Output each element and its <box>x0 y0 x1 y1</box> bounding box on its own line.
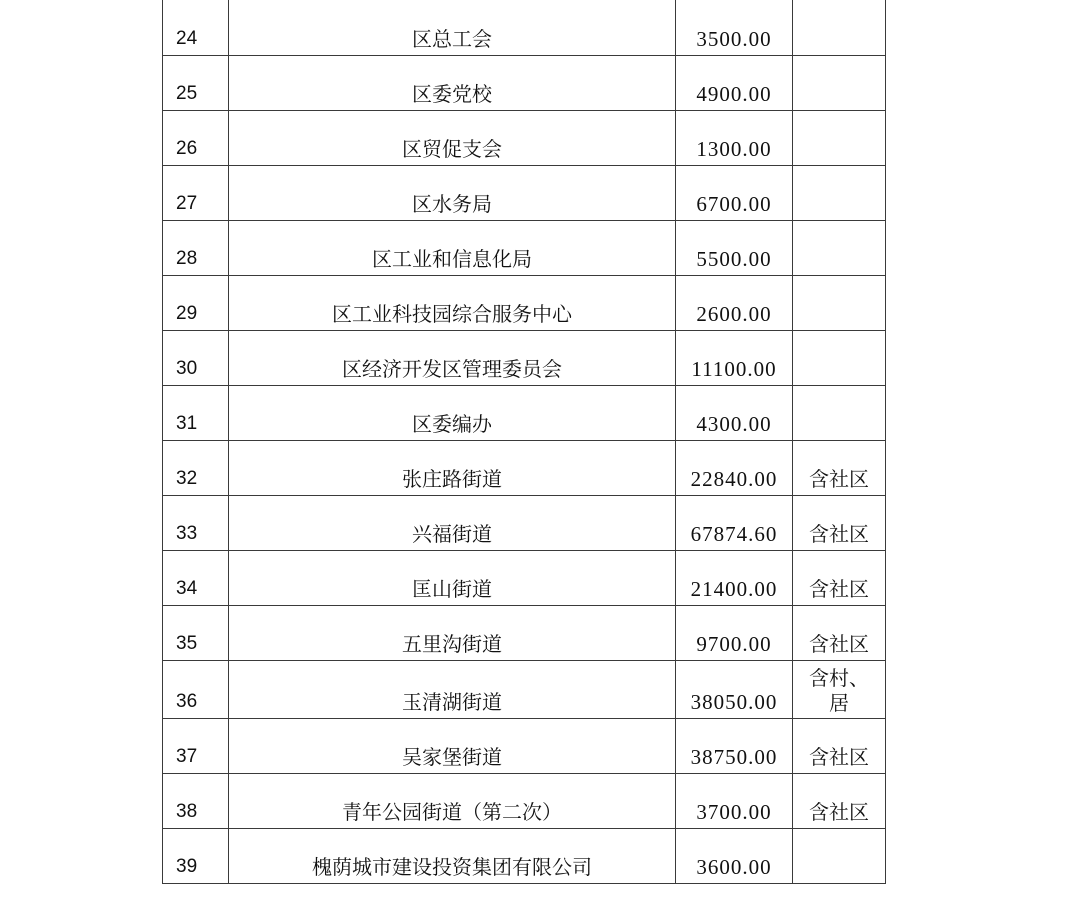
remark-line: 居 <box>829 691 849 715</box>
remark <box>793 221 886 276</box>
unit-name: 匡山街道 <box>229 551 676 606</box>
amount: 3500.00 <box>676 0 793 56</box>
amount: 4900.00 <box>676 56 793 111</box>
amount: 5500.00 <box>676 221 793 276</box>
unit-name: 张庄路街道 <box>229 441 676 496</box>
unit-name: 区工业和信息化局 <box>229 221 676 276</box>
remark <box>793 386 886 441</box>
remark <box>793 111 886 166</box>
row-number: 27 <box>163 166 229 221</box>
unit-name: 槐荫城市建设投资集团有限公司 <box>229 829 676 884</box>
table-row <box>163 111 886 166</box>
unit-name: 区总工会 <box>229 0 676 56</box>
remark <box>793 276 886 331</box>
row-number: 25 <box>163 56 229 111</box>
table-row <box>163 331 886 386</box>
table-row <box>163 221 886 276</box>
row-number: 37 <box>163 719 229 774</box>
table-row <box>163 606 886 661</box>
remark <box>793 166 886 221</box>
amount: 22840.00 <box>676 441 793 496</box>
table-row <box>163 774 886 829</box>
unit-name: 兴福街道 <box>229 496 676 551</box>
table-row <box>163 56 886 111</box>
remark-line: 含村、 <box>809 666 869 690</box>
remark <box>793 331 886 386</box>
table-row <box>163 441 886 496</box>
unit-name: 玉清湖街道 <box>229 661 676 719</box>
table-row <box>163 166 886 221</box>
amount: 1300.00 <box>676 111 793 166</box>
table-row <box>163 661 886 719</box>
remark <box>793 56 886 111</box>
row-number: 30 <box>163 331 229 386</box>
row-number: 28 <box>163 221 229 276</box>
unit-name: 青年公园街道（第二次） <box>229 774 676 829</box>
amount: 9700.00 <box>676 606 793 661</box>
row-number: 32 <box>163 441 229 496</box>
row-number: 35 <box>163 606 229 661</box>
row-number: 29 <box>163 276 229 331</box>
remark: 含社区 <box>793 719 886 774</box>
amount: 21400.00 <box>676 551 793 606</box>
row-number: 24 <box>163 0 229 56</box>
remark <box>793 661 886 719</box>
unit-name: 区委党校 <box>229 56 676 111</box>
unit-name: 区经济开发区管理委员会 <box>229 331 676 386</box>
amount: 38050.00 <box>676 661 793 719</box>
unit-name: 区水务局 <box>229 166 676 221</box>
row-number: 38 <box>163 774 229 829</box>
amount: 11100.00 <box>676 331 793 386</box>
table-row <box>163 0 886 56</box>
row-number: 26 <box>163 111 229 166</box>
unit-name: 区工业科技园综合服务中心 <box>229 276 676 331</box>
amount: 6700.00 <box>676 166 793 221</box>
unit-name: 五里沟街道 <box>229 606 676 661</box>
row-number: 39 <box>163 829 229 884</box>
row-number: 33 <box>163 496 229 551</box>
remark: 含社区 <box>793 551 886 606</box>
table-row <box>163 551 886 606</box>
row-number: 36 <box>163 661 229 719</box>
table-row <box>163 829 886 884</box>
remark: 含社区 <box>793 606 886 661</box>
amount: 38750.00 <box>676 719 793 774</box>
unit-name: 区贸促支会 <box>229 111 676 166</box>
unit-name: 吴家堡街道 <box>229 719 676 774</box>
amount: 3700.00 <box>676 774 793 829</box>
amount: 3600.00 <box>676 829 793 884</box>
table-row <box>163 496 886 551</box>
allocation-table <box>162 0 886 884</box>
remark: 含社区 <box>793 441 886 496</box>
remark <box>793 829 886 884</box>
remark: 含社区 <box>793 496 886 551</box>
remark <box>793 0 886 56</box>
table-row <box>163 719 886 774</box>
amount: 67874.60 <box>676 496 793 551</box>
amount: 4300.00 <box>676 386 793 441</box>
table-row <box>163 386 886 441</box>
unit-name: 区委编办 <box>229 386 676 441</box>
remark: 含社区 <box>793 774 886 829</box>
amount: 2600.00 <box>676 276 793 331</box>
table-row <box>163 276 886 331</box>
row-number: 31 <box>163 386 229 441</box>
row-number: 34 <box>163 551 229 606</box>
